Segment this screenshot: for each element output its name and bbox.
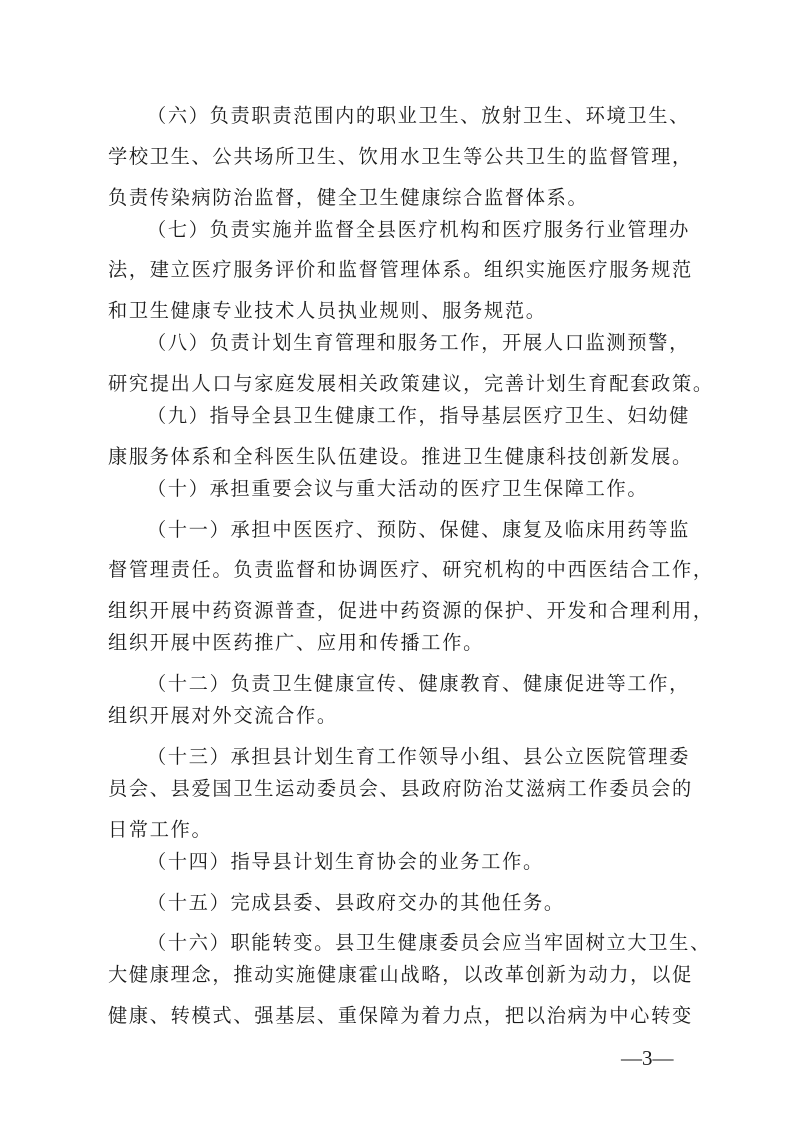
text-line: （十二）负责卫生健康宣传、健康教育、健康促进等工作，: [147, 672, 691, 695]
text-line: （十三）承担县计划生育工作领导小组、县公立医院管理委: [147, 745, 691, 768]
text-line: （十）承担重要会议与重大活动的医疗卫生保障工作。: [147, 477, 649, 500]
text-line: 法，建立医疗服务评价和监督管理体系。组织实施医疗服务规范: [108, 258, 693, 281]
text-line: 负责传染病防治监督，健全卫生健康综合监督体系。: [108, 186, 589, 209]
text-line: 组织开展中医药推广、应用和传播工作。: [108, 631, 484, 654]
text-line: 健康、转模式、强基层、重保障为着力点，把以治病为中心转变: [108, 1004, 693, 1027]
text-line: （六）负责职责范围内的职业卫生、放射卫生、环境卫生、: [147, 104, 691, 127]
text-line: 日常工作。: [108, 818, 213, 841]
text-line: 研究提出人口与家庭发展相关政策建议，完善计划生育配套政策。: [108, 372, 714, 395]
text-line: （九）指导全县卫生健康工作，指导基层医疗卫生、妇幼健: [147, 404, 691, 427]
text-line: 学校卫生、公共场所卫生、饮用水卫生等公共卫生的监督管理，: [108, 145, 693, 168]
text-line: 康服务体系和全科医生队伍建设。推进卫生健康科技创新发展。: [108, 445, 693, 468]
text-line: （十一）承担中医医疗、预防、保健、康复及临床用药等监: [147, 518, 691, 541]
text-line: 组织开展中药资源普查，促进中药资源的保护、开发和合理利用，: [108, 599, 714, 622]
text-line: （十四）指导县计划生育协会的业务工作。: [147, 850, 544, 873]
text-line: （十五）完成县委、县政府交办的其他任务。: [147, 891, 565, 914]
text-line: 大健康理念，推动实施健康霍山战略，以改革创新为动力，以促: [108, 963, 693, 986]
text-line: 督管理责任。负责监督和协调医疗、研究机构的中西医结合工作，: [108, 558, 714, 581]
page-number: —3—: [621, 1046, 674, 1070]
text-line: 员会、县爱国卫生运动委员会、县政府防治艾滋病工作委员会的: [108, 777, 693, 800]
text-line: 和卫生健康专业技术人员执业规则、服务规范。: [108, 299, 547, 322]
text-line: （十六）职能转变。县卫生健康委员会应当牢固树立大卫生、: [147, 931, 711, 954]
text-line: （七）负责实施并监督全县医疗机构和医疗服务行业管理办: [147, 218, 691, 241]
text-line: 组织开展对外交流合作。: [108, 704, 338, 727]
text-line: （八）负责计划生育管理和服务工作，开展人口监测预警，: [147, 331, 691, 354]
